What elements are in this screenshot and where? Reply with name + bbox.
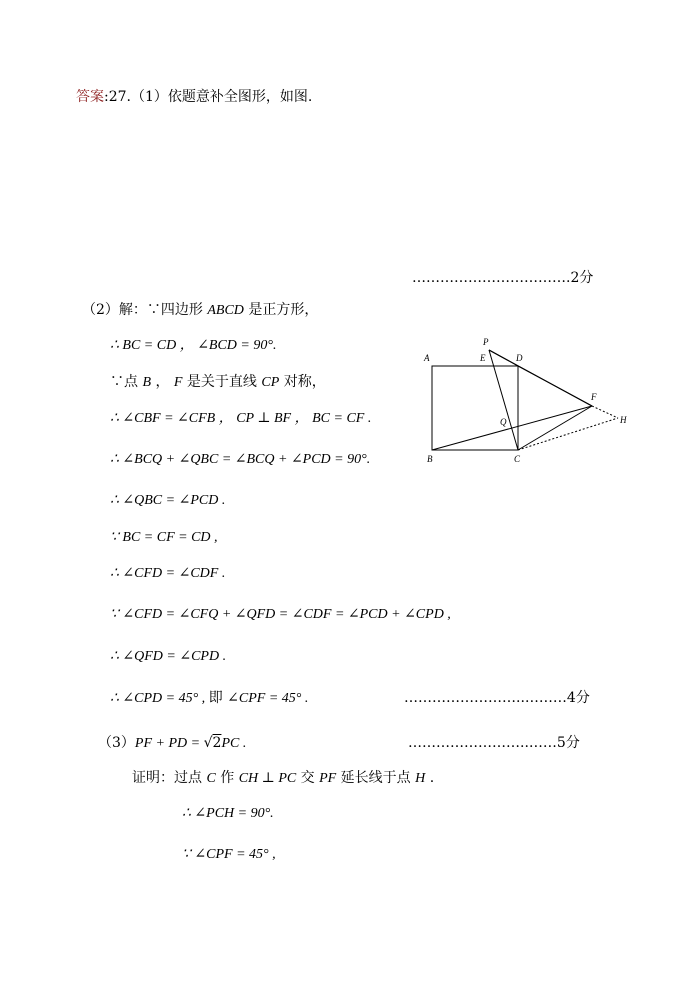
label-h: H (620, 415, 627, 425)
segment-df (518, 366, 592, 406)
segment-cf (518, 406, 592, 450)
segment-bf (432, 406, 592, 450)
score-5: 5分 (556, 735, 580, 751)
answer-label: 答案 (76, 89, 104, 105)
score-line-2: ……………………..………4分 (404, 690, 590, 706)
part3-line-1: ∴ ∠PCH = 90°. (182, 806, 274, 821)
question-number: 27. (108, 89, 131, 105)
label-d: D (516, 353, 523, 363)
score-line-3: ……………………..……5分 (408, 735, 580, 751)
part1-text: （1）依题意补全图形，如图. (130, 89, 313, 105)
part2-line-8: ∵ ∠CFD = ∠CFQ + ∠QFD = ∠CDF = ∠PCD + ∠CPD , (110, 607, 451, 622)
square-abcd (432, 366, 518, 450)
label-e: E (480, 353, 486, 363)
part2-line-9: ∴ ∠QFD = ∠CPD . (110, 649, 227, 664)
part3-proof: 证明：过点 C 作 CH ⊥ PC 交 PF 延长线于点 H . (132, 770, 435, 786)
score-2: 2分 (570, 270, 594, 286)
label-c: C (514, 454, 521, 464)
segment-ch-dotted (518, 418, 618, 450)
label-p: P (483, 337, 489, 347)
part2-line-1: ∴ BC = CD ， ∠BCD = 90°. (110, 338, 277, 353)
label-b: B (427, 454, 433, 464)
part2-line-7: ∴ ∠CFD = ∠CDF . (110, 566, 226, 581)
part2-line-2: ∵点 B ， F 是关于直线 CP 对称， (110, 374, 326, 390)
part2-intro: （2）解：∵四边形 ABCD 是正方形， (82, 302, 319, 318)
part2-line-10: ∴ ∠CPD = 45° , 即 ∠CPF = 45° . (110, 690, 309, 706)
part2-line-3: ∴ ∠CBF = ∠CFB ， CP ⊥ BF ， BC = CF . (110, 411, 372, 426)
part3-line-2: ∵ ∠CPF = 45° , (182, 847, 276, 862)
label-f: F (591, 392, 597, 402)
label-q: Q (500, 417, 507, 427)
segment-fh-dotted (592, 406, 618, 418)
part2-line-5: ∴ ∠QBC = ∠PCD . (110, 493, 226, 508)
part3-equation: （3）PF + PD = √2PC . (98, 735, 247, 751)
label-a: A (424, 353, 430, 363)
segment-pc (489, 350, 518, 450)
answer-header: 答案:27.（1）依题意补全图形，如图. (76, 89, 313, 105)
score-line-1: …………………………….2分 (412, 270, 594, 286)
score-4: 4分 (566, 690, 590, 706)
geometry-figure (420, 330, 640, 470)
part2-line-6: ∵ BC = CF = CD , (110, 530, 218, 545)
part2-line-4: ∴ ∠BCQ + ∠QBC = ∠BCQ + ∠PCD = 90°. (110, 452, 371, 467)
